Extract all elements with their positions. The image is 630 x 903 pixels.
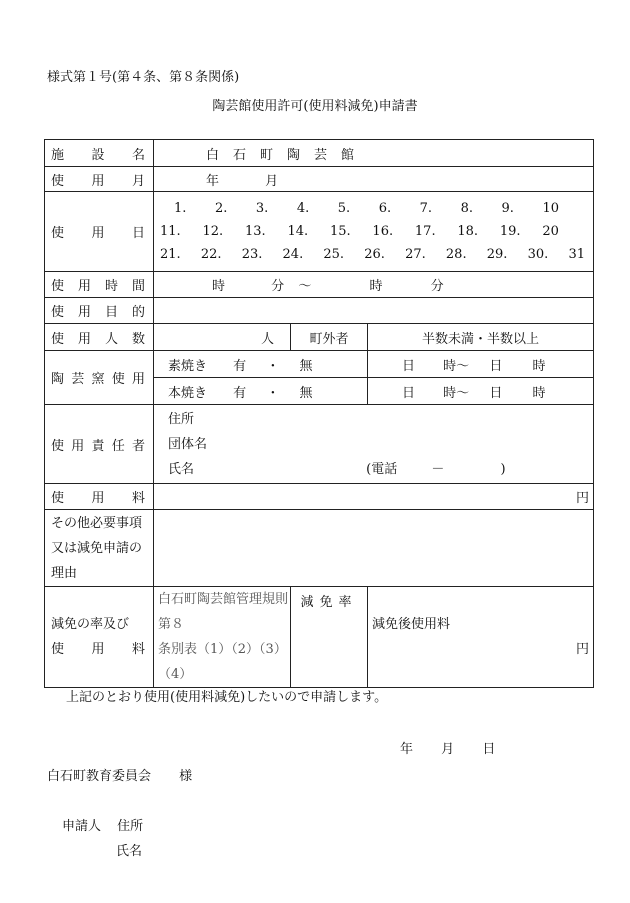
day-option[interactable]: 2.	[214, 201, 228, 216]
kiln-bisque-day1: 日	[402, 358, 416, 374]
reduction-after-cell[interactable]	[368, 587, 594, 688]
reduction-rate-label: 減免率	[300, 595, 358, 610]
applicant-label: 申請人	[62, 819, 102, 834]
day-option[interactable]: 11.	[160, 224, 181, 239]
day-option[interactable]: 29.	[486, 247, 508, 262]
time-hour-2: 時	[369, 279, 383, 294]
people-unit: 人	[260, 331, 274, 347]
time-minute-1: 分	[271, 279, 285, 294]
label-people-text: 使 用 人 数	[51, 331, 145, 347]
page-title: 陶芸館使用許可(使用料減免)申請書	[212, 99, 418, 114]
kiln-bisque-no: 無	[299, 358, 313, 374]
addressee-name: 白石町教育委員会	[47, 769, 152, 784]
label-time	[45, 272, 154, 298]
time-tilde: ～	[298, 279, 312, 294]
day-option[interactable]: 6.	[378, 201, 392, 216]
label-purpose	[45, 298, 154, 324]
responsible-cell[interactable]	[154, 405, 594, 484]
row-days	[45, 192, 594, 272]
day-option[interactable]: 4.	[296, 201, 310, 216]
day-option[interactable]: 12.	[202, 224, 224, 239]
reduction-rule-cell[interactable]	[154, 587, 291, 688]
row-month	[45, 167, 594, 192]
label-reduction-line2: 使 用 料	[51, 642, 145, 657]
row-facility	[45, 140, 594, 167]
label-month	[45, 167, 154, 192]
day-option[interactable]: 20	[542, 224, 559, 239]
other-field[interactable]	[154, 510, 594, 587]
applicant-address-line[interactable]	[62, 815, 143, 834]
time-cell[interactable]	[154, 272, 594, 298]
row-fee	[45, 484, 594, 510]
day-option[interactable]: 19.	[499, 224, 521, 239]
day-option[interactable]: 7.	[419, 201, 433, 216]
label-other-line1: その他必要事項	[51, 515, 143, 531]
outside-ratio: 半数未満・半数以上	[422, 331, 540, 347]
day-option[interactable]: 25.	[323, 247, 345, 262]
label-other	[45, 510, 154, 587]
kiln-glaze-no: 無	[299, 385, 313, 401]
day-option[interactable]: 23.	[241, 247, 263, 262]
row-reduction	[45, 587, 594, 688]
day-option[interactable]: 31	[568, 247, 585, 262]
applicant-name-line[interactable]	[116, 840, 142, 859]
label-facility	[45, 140, 154, 167]
reduction-rule-line1: 白石町陶芸館管理規則第８	[158, 592, 289, 632]
row-kiln-bisque	[45, 351, 594, 378]
day-option[interactable]: 1.	[174, 201, 187, 216]
label-responsible	[45, 405, 154, 484]
label-reduction-line1: 減免の率及び	[51, 617, 130, 632]
applicant-name: 氏名	[116, 844, 143, 859]
form-number: 様式第１号(第４条、第８条関係)	[47, 70, 240, 85]
label-month-text: 使 用 月	[51, 173, 145, 189]
label-purpose-text: 使 用 目 的	[51, 305, 145, 320]
responsible-lines	[168, 407, 593, 482]
kiln-glaze-day1: 日	[402, 385, 416, 401]
people-count-field[interactable]	[154, 324, 291, 351]
label-other-line2: 又は減免申請の	[51, 540, 143, 556]
day-option[interactable]: 28.	[445, 247, 467, 262]
label-people	[45, 324, 154, 351]
day-option[interactable]: 13.	[244, 224, 266, 239]
application-form-table	[44, 139, 594, 688]
outside-ratio-choice[interactable]	[368, 324, 594, 351]
row-purpose	[45, 298, 594, 324]
reduction-after-label: 減免後使用料	[372, 617, 451, 632]
day-option[interactable]: 14.	[287, 224, 309, 239]
day-option[interactable]: 22.	[200, 247, 222, 262]
statement: 上記のとおり使用(使用料減免)したいので申請します。	[66, 690, 388, 705]
days-row-1	[154, 201, 593, 216]
addressee	[47, 765, 192, 784]
date-day: 日	[482, 742, 496, 757]
row-people	[45, 324, 594, 351]
day-option[interactable]: 9.	[501, 201, 514, 216]
phone-open: (電話	[366, 461, 398, 477]
phone-dash: －	[431, 461, 445, 477]
reduction-rate-cell[interactable]	[291, 587, 368, 688]
row-other	[45, 510, 594, 587]
label-days-text: 使 用 日	[51, 226, 145, 241]
day-option[interactable]: 17.	[414, 224, 436, 239]
reduction-after-unit-row	[372, 637, 593, 662]
responsible-group: 団体名	[168, 436, 208, 452]
date-line[interactable]	[400, 738, 495, 757]
day-option[interactable]: 30.	[527, 247, 549, 262]
label-reduction	[45, 587, 154, 688]
kiln-glaze-day2: 日	[489, 385, 503, 401]
label-responsible-text: 使 用 責 任 者	[51, 438, 145, 454]
purpose-field[interactable]	[154, 298, 594, 324]
kiln-bisque-day2: 日	[489, 358, 503, 374]
facility-value: 白石町陶芸館	[206, 147, 369, 163]
days-row-2	[154, 224, 593, 239]
date-month: 月	[441, 742, 455, 757]
day-option[interactable]: 27.	[405, 247, 426, 262]
row-responsible	[45, 405, 594, 484]
kiln-glaze-yes: 有	[233, 385, 247, 401]
kiln-glaze-dot: ・	[266, 385, 280, 401]
label-fee	[45, 484, 154, 510]
fee-field[interactable]	[154, 484, 594, 510]
kiln-bisque-yes: 有	[233, 358, 247, 374]
responsible-name: 氏名	[168, 461, 195, 477]
kiln-glaze-from: 時～	[443, 385, 470, 401]
outside-label-cell	[291, 324, 368, 351]
kiln-glaze-choice[interactable]	[154, 378, 368, 405]
day-option[interactable]: 15.	[329, 224, 351, 239]
label-fee-text: 使 用 料	[51, 491, 145, 506]
applicant-address: 住所	[117, 819, 144, 834]
time-hour-1: 時	[212, 279, 226, 294]
reduction-after-unit: 円	[576, 642, 590, 657]
date-year: 年	[400, 742, 414, 757]
outside-label: 町外者	[309, 331, 349, 347]
day-option[interactable]: 26.	[364, 247, 385, 262]
phone-close: )	[500, 461, 506, 477]
responsible-name-line	[168, 457, 593, 482]
label-kiln	[45, 351, 154, 405]
label-days	[45, 192, 154, 272]
month-unit: 月	[265, 173, 279, 189]
day-option[interactable]: 8.	[460, 201, 473, 216]
kiln-bisque-name: 素焼き	[168, 358, 208, 374]
year-unit: 年	[206, 173, 220, 189]
month-cell[interactable]	[154, 167, 594, 192]
label-kiln-text: 陶 芸 窯 使 用	[51, 372, 145, 387]
day-option[interactable]: 24.	[282, 247, 304, 262]
day-option[interactable]: 18.	[457, 224, 479, 239]
facility-cell	[154, 140, 594, 167]
fee-unit: 円	[576, 491, 590, 506]
label-time-text: 使 用 時 間	[51, 279, 145, 294]
kiln-bisque-to: 時	[532, 358, 546, 374]
kiln-bisque-from: 時～	[443, 358, 470, 374]
label-other-line3: 理由	[51, 565, 78, 581]
kiln-glaze-to: 時	[532, 385, 546, 401]
kiln-bisque-schedule[interactable]	[368, 351, 594, 378]
kiln-bisque-dot: ・	[266, 358, 280, 374]
reduction-rule-line2: 条別表（1）（2）（3）（4）	[158, 642, 287, 682]
days-cell	[154, 192, 594, 272]
day-option[interactable]: 21.	[160, 247, 181, 262]
row-time	[45, 272, 594, 298]
day-option[interactable]: 5.	[337, 201, 351, 216]
addressee-sama: 様	[179, 769, 193, 784]
time-minute-2: 分	[430, 279, 444, 294]
kiln-bisque-choice[interactable]	[154, 351, 368, 378]
responsible-address: 住所	[168, 411, 195, 427]
kiln-glaze-schedule[interactable]	[368, 378, 594, 405]
label-facility-text: 施 設 名	[51, 147, 145, 163]
kiln-glaze-name: 本焼き	[168, 385, 208, 401]
day-option[interactable]: 16.	[372, 224, 394, 239]
day-option[interactable]: 10	[542, 201, 559, 216]
days-row-3	[154, 247, 593, 262]
day-option[interactable]: 3.	[255, 201, 269, 216]
